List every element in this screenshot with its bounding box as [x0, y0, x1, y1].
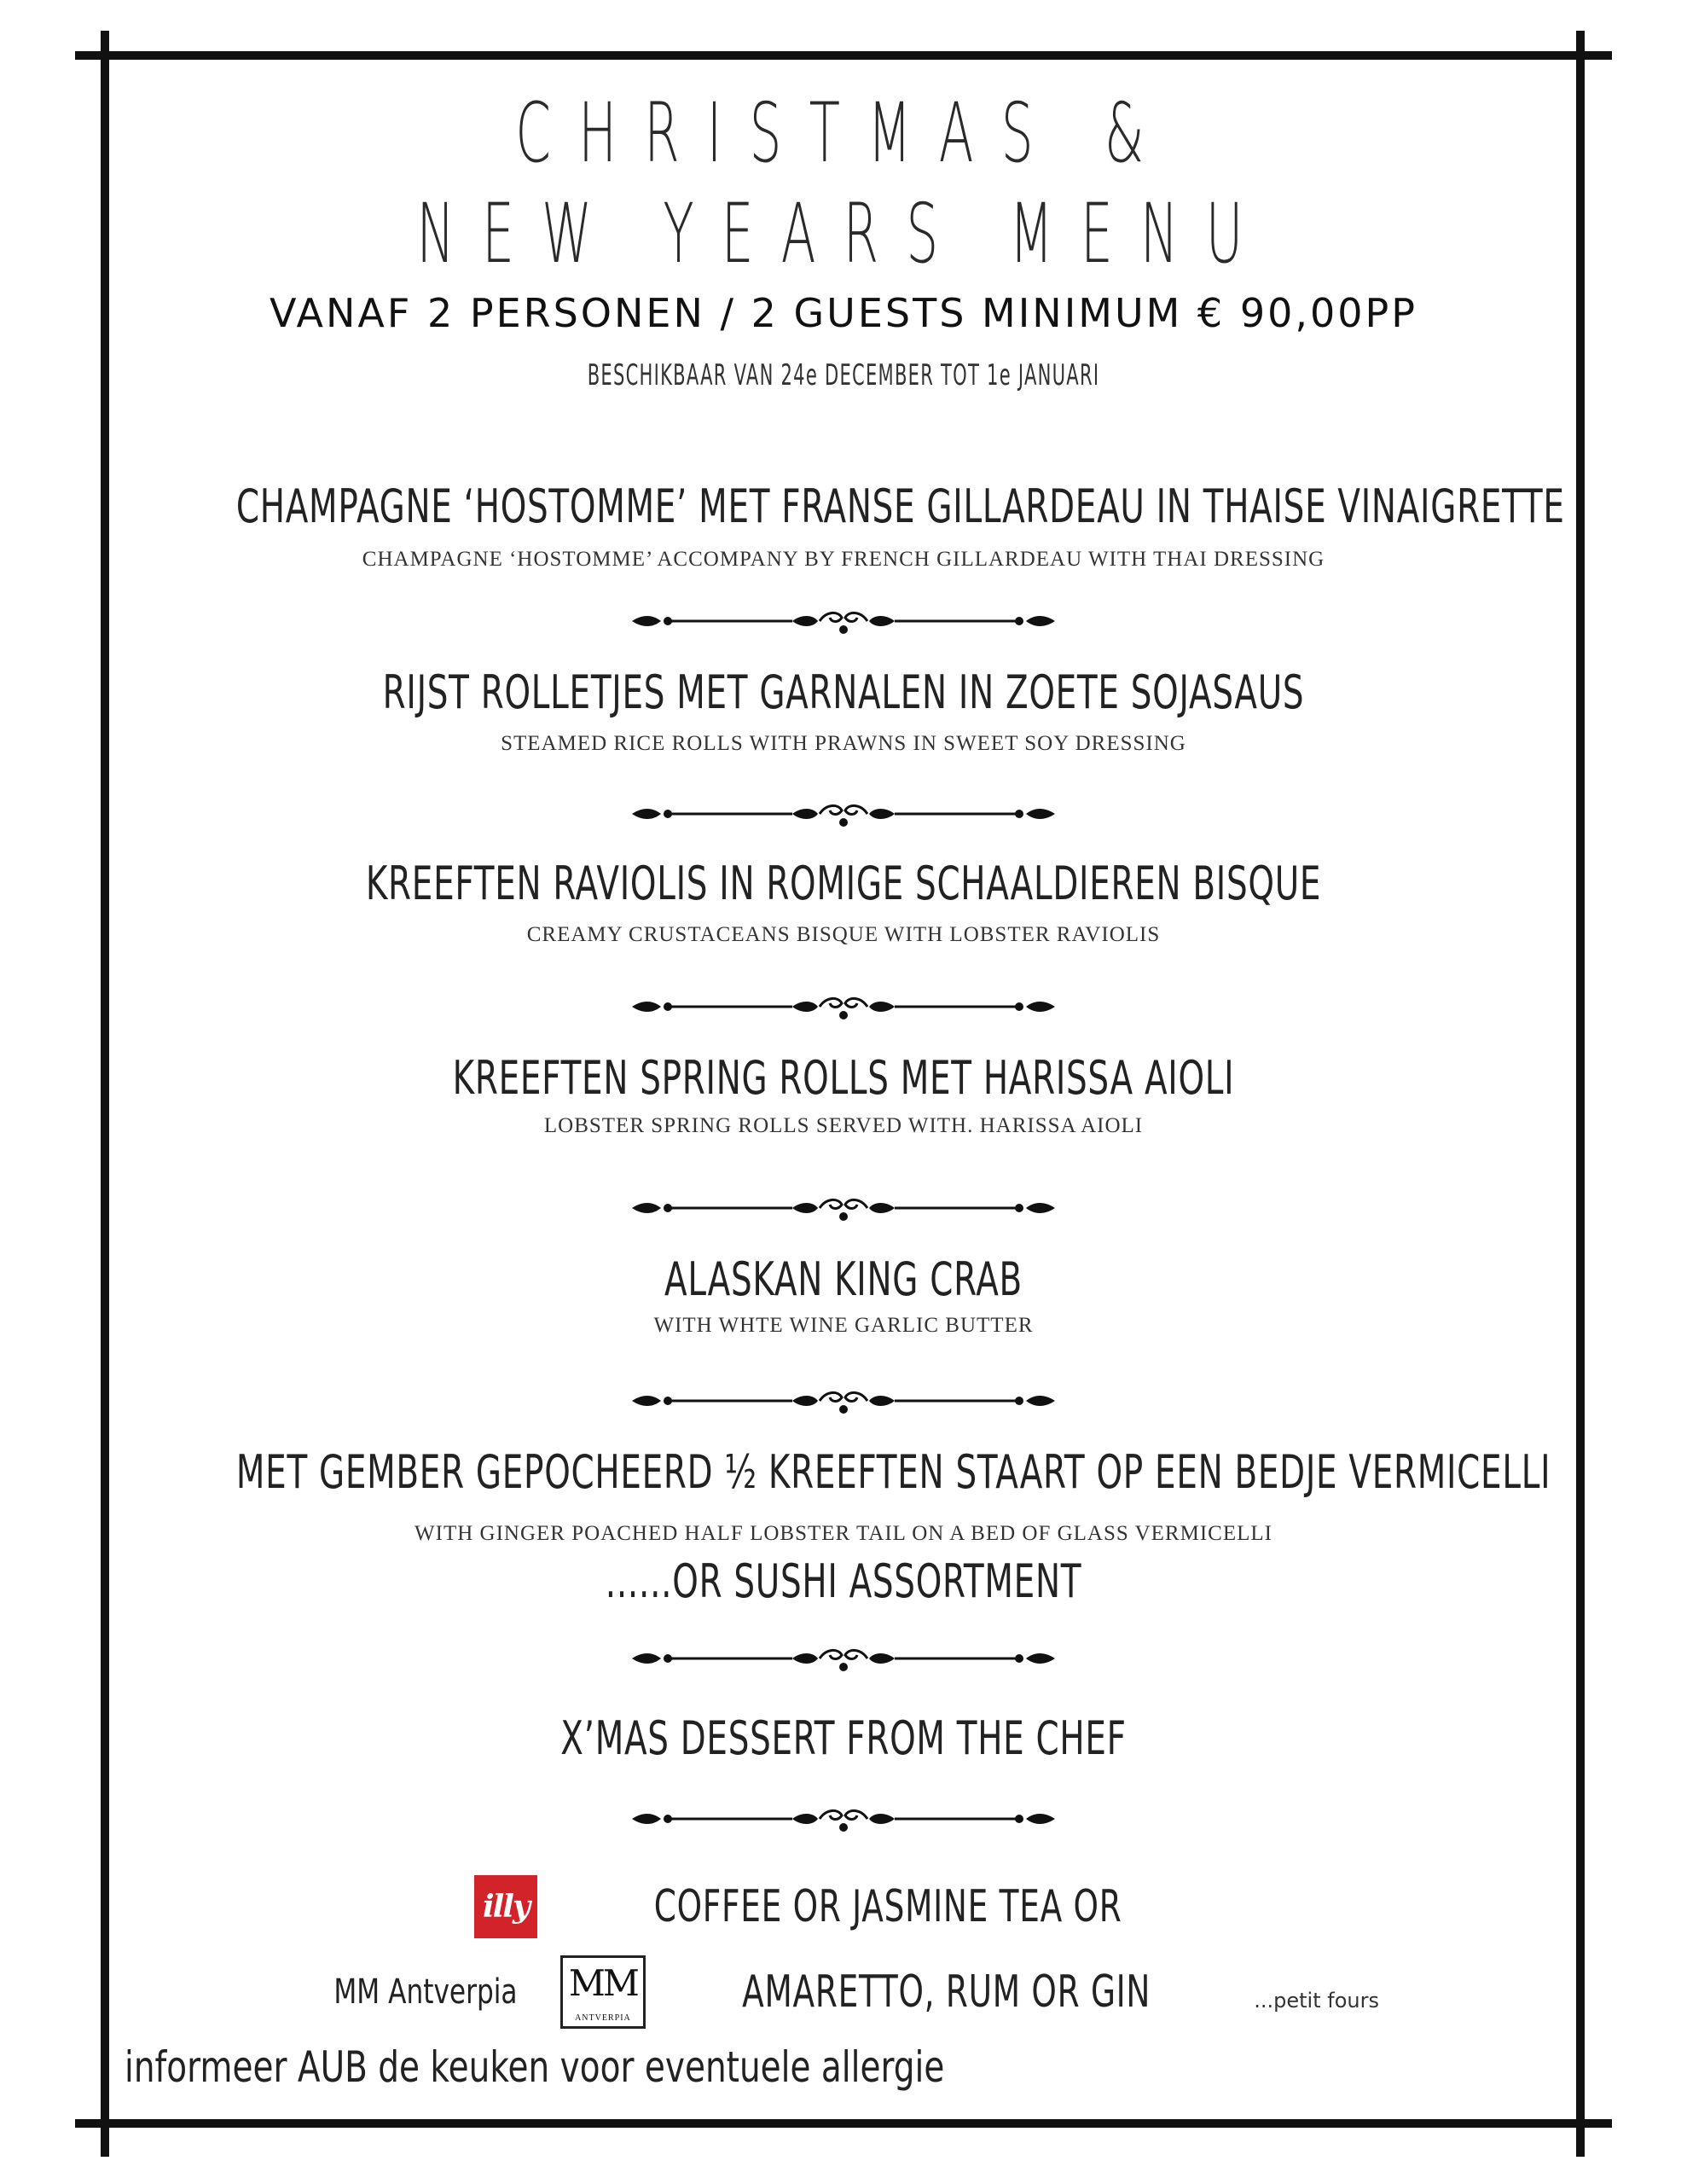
course-6-description: WITH GINGER POACHED HALF LOBSTER TAIL ON A BED OF GLASS VERMICELLI: [415, 1522, 1272, 1545]
course-2-description: STEAMED RICE ROLLS WITH PRAWNS IN SWEET SOY DRESSING: [501, 732, 1186, 755]
allergy-note: informeer AUB de keuken voor eventuele allergie: [125, 2042, 945, 2092]
frame-bottom-border: [75, 2119, 1612, 2128]
course-4-dish: KREEFTEN SPRING ROLLS MET HARISSA AIOLI: [452, 1051, 1235, 1105]
course-3-dish: KREEFTEN RAVIOLIS IN ROMIGE SCHAALDIEREN BISQUE: [365, 857, 1322, 910]
frame-top-border: [75, 51, 1612, 60]
mm-antverpia-logo-icon: [560, 1955, 646, 2029]
divider-ornament-icon: [630, 1802, 1057, 1836]
divider-ornament-icon: [630, 604, 1057, 638]
frame-left-border: [101, 31, 109, 2157]
divider-ornament-icon: [630, 1384, 1057, 1418]
mm-logo-subtext: ANTVERPIA: [575, 2013, 631, 2023]
coffee-tea-text: COFFEE OR JASMINE TEA OR: [653, 1881, 1122, 1932]
divider-ornament-icon: [630, 990, 1057, 1024]
course-5-description: WITH WHTE WINE GARLIC BUTTER: [653, 1314, 1034, 1337]
spirits-text: AMARETTO, RUM OR GIN: [742, 1966, 1151, 2018]
availability-text: BESCHIKBAAR VAN 24e DECEMBER TOT 1e JANUARI: [587, 358, 1100, 392]
course-2-dish: RIJST ROLLETJES MET GARNALEN IN ZOETE SOJASAUS: [382, 665, 1305, 719]
menu-title-line-2: NEW YEARS MENU: [416, 186, 1271, 282]
petit-fours-text: ...petit fours: [1254, 1989, 1379, 2013]
menu-title-line-1: CHRISTMAS &: [515, 85, 1172, 181]
divider-ornament-icon: [630, 797, 1057, 831]
course-6-alternative: ......OR SUSHI ASSORTMENT: [605, 1554, 1082, 1608]
course-1-description: CHAMPAGNE ‘HOSTOMME’ ACCOMPANY BY FRENCH GILLARDEAU WITH THAI DRESSING: [362, 548, 1325, 571]
frame-right-border: [1576, 31, 1585, 2157]
drinks-line-coffee: [0, 1875, 1687, 1938]
menu-subtitle: VANAF 2 PERSONEN / 2 GUESTS MINIMUM € 90,00PP: [270, 290, 1417, 336]
divider-ornament-icon: [630, 1641, 1057, 1676]
illy-logo-icon: illy: [474, 1875, 537, 1938]
course-7-dish: X’MAS DESSERT FROM THE CHEF: [560, 1711, 1127, 1765]
course-6-dish: MET GEMBER GEPOCHEERD ½ KREEFTEN STAART OP EEN BEDJE VERMICELLI: [235, 1445, 1551, 1499]
course-3-description: CREAMY CRUSTACEANS BISQUE WITH LOBSTER RAVIOLIS: [526, 923, 1161, 946]
divider-ornament-icon: [630, 1191, 1057, 1225]
drinks-line-spirits: [0, 1955, 1687, 2029]
course-1-dish: CHAMPAGNE ‘HOSTOMME’ MET FRANSE GILLARDEAU IN THAISE VINAIGRETTE: [235, 479, 1565, 533]
brand-label: MM Antverpia: [333, 1972, 518, 2012]
mm-logo-letters: MM: [568, 1962, 637, 2004]
course-5-dish: ALASKAN KING CRAB: [664, 1252, 1023, 1306]
course-4-description: LOBSTER SPRING ROLLS SERVED WITH. HARISSA AIOLI: [543, 1114, 1144, 1137]
